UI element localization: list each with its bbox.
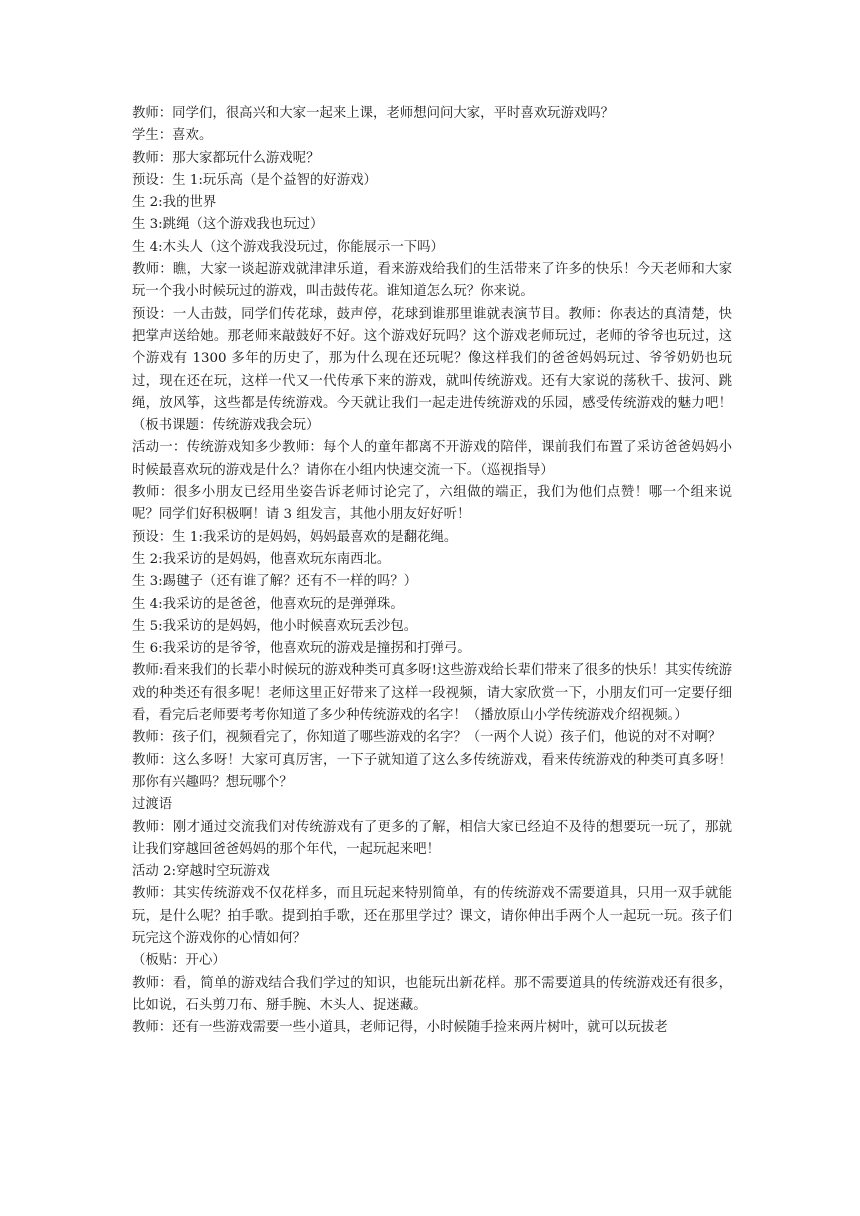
paragraph: 预设：生 1:我采访的是妈妈，妈妈最喜欢的是翻花绳。	[132, 529, 458, 545]
paragraph: 教师：瞧，大家一谈起游戏就津津乐道，看来游戏给我们的生活带来了许多的快乐！今天老师和大家玩一个我小时候玩过的游戏，叫击鼓传花。谁知道怎么玩？你来说。	[132, 262, 732, 300]
paragraph: 生 2:我采访的是妈妈，他喜欢玩东南西北。	[132, 551, 391, 567]
paragraph: 生 6:我采访的是爷爷，他喜欢玩的游戏是撞拐和打弹弓。	[132, 641, 471, 657]
paragraph: 教师：还有一些游戏需要一些小道具，老师记得，小时候随手捡来两片树叶，就可以玩拔老	[132, 1020, 668, 1036]
paragraph: 教师：很多小朋友已经用坐姿告诉老师讨论完了，六组做的端正，我们为他们点赞！哪一个组来说呢？同学们好积极啊！请 3 组发言，其他小朋友好好听！	[132, 485, 732, 523]
paragraph: 生 3:跳绳（这个游戏我也玩过）	[132, 217, 324, 233]
paragraph: 教师：看，简单的游戏结合我们学过的知识，也能玩出新花样。那不需要道具的传统游戏还有很多，比如说，石头剪刀布、掰手腕、木头人、捉迷藏。	[132, 975, 732, 1013]
paragraph: 生 4:我采访的是爸爸，他喜欢玩的是弹弹珠。	[132, 596, 404, 612]
paragraph: 教师：那大家都玩什么游戏呢？	[132, 150, 320, 166]
paragraph: 预设：生 1:玩乐高（是个益智的好游戏）	[132, 172, 377, 188]
paragraph: 生 2:我的世界	[132, 195, 217, 211]
paragraph: 活动 2:穿越时空玩游戏	[132, 864, 270, 880]
paragraph: 过渡语	[132, 797, 173, 813]
paragraph: 预设：一人击鼓，同学们传花球，鼓声停，花球到谁那里谁就表演节目。教师：你表达的真清楚，快把掌声送给她。那老师来敲鼓好不好。这个游戏好玩吗？这个游戏老师玩过，老师的爷爷也玩过，这个游戏有 1300 多年的历史了，那为什么现在还玩呢？像这样我们的爸爸妈妈玩过、爷爷奶奶也玩过，现在还在玩，这样一代又一代传承下来的游戏，就叫传统游戏。还有大家说的荡秋千、拔河、跳绳，放风筝，这些都是传统游戏。今天就让我们一起走进传统游戏的乐园，感受传统游戏的魅力吧！（板书课题：传统游戏我会玩）	[132, 306, 732, 434]
paragraph: 教师：孩子们，视频看完了，你知道了哪些游戏的名字？（一两个人说）孩子们，他说的对不对啊？	[132, 730, 722, 746]
paragraph: 学生：喜欢。	[132, 128, 213, 144]
paragraph: （板贴：开心）	[132, 953, 226, 969]
paragraph: 生 4:木头人（这个游戏我没玩过，你能展示一下吗）	[132, 239, 444, 255]
paragraph: 活动一：传统游戏知多少教师：每个人的童年都离不开游戏的陪伴，课前我们布置了采访爸爸妈妈小时候最喜欢玩的游戏是什么？请你在小组内快速交流一下。（巡视指导）	[132, 440, 732, 478]
paragraph: 教师：同学们，很高兴和大家一起来上课，老师想问问大家，平时喜欢玩游戏吗？	[132, 106, 615, 121]
paragraph: 教师：这么多呀！大家可真厉害，一下子就知道了这么多传统游戏，看来传统游戏的种类可真多呀！那你有兴趣吗？想玩哪个？	[132, 752, 732, 790]
paragraph: 教师：其实传统游戏不仅花样多，而且玩起来特别简单，有的传统游戏不需要道具，只用一双手就能玩，是什么呢？拍手歌。提到拍手歌，还在那里学过？课文，请你伸出手两个人一起玩一玩。孩子们玩完这个游戏你的心情如何？	[132, 886, 732, 946]
paragraph: 教师：刚才通过交流我们对传统游戏有了更多的了解，相信大家已经迫不及待的想要玩一玩了，那就让我们穿越回爸爸妈妈的那个年代，一起玩起来吧！	[132, 819, 732, 857]
document-body	[132, 103, 732, 1039]
paragraph: 生 3:踢毽子（还有谁了解？还有不一样的吗？）	[132, 574, 418, 590]
paragraph: 生 5:我采访的是妈妈，他小时候喜欢玩丢沙包。	[132, 618, 418, 634]
paragraph: 教师:看来我们的长辈小时候玩的游戏种类可真多呀!这些游戏给长辈们带来了很多的快乐！其实传统游戏的种类还有很多呢！老师这里正好带来了这样一段视频，请大家欣赏一下，小朋友们可一定要仔细看，看完后老师要考考你知道了多少种传统游戏的名字！（播放原山小学传统游戏介绍视频。）	[132, 663, 732, 724]
